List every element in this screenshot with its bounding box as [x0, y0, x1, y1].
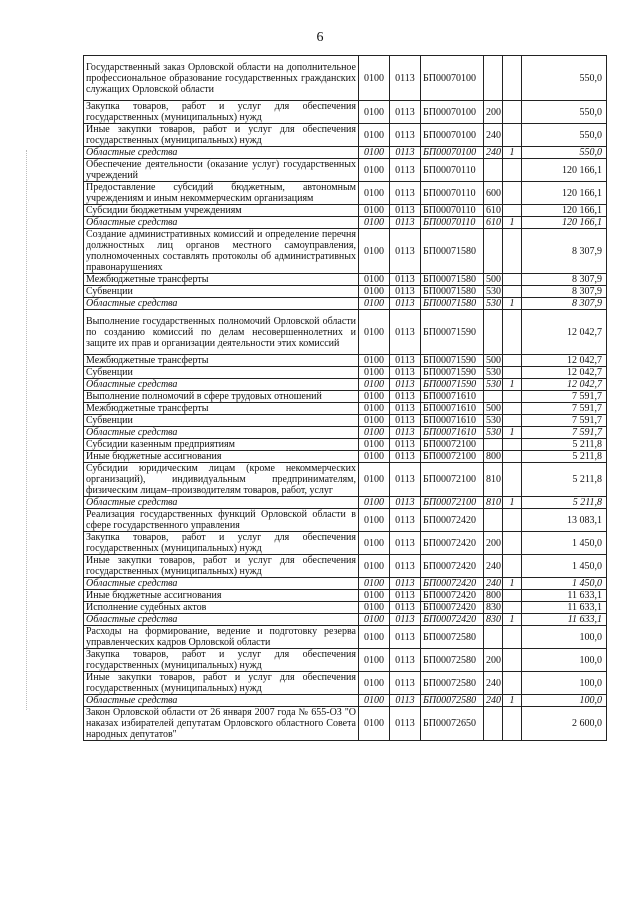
- funding-source-cell: [503, 56, 522, 101]
- target-code-cell: БП00071580: [421, 286, 484, 298]
- row-name-cell: Иные закупки товаров, работ и услуг для обеспечения государственных (муниципальных) нужд: [84, 124, 359, 147]
- section-cell: 0100: [359, 672, 390, 695]
- section-cell: 0100: [359, 707, 390, 741]
- subsection-cell: 0113: [390, 439, 421, 451]
- row-name-cell: Областные средства: [84, 497, 359, 509]
- section-cell: 0100: [359, 439, 390, 451]
- subsection-cell: 0113: [390, 310, 421, 355]
- section-cell: 0100: [359, 56, 390, 101]
- budget-table: [83, 55, 607, 741]
- table-row: [84, 463, 607, 497]
- target-code-cell: БП00072100: [421, 497, 484, 509]
- subsection-cell: 0113: [390, 355, 421, 367]
- row-name-cell: Субвенции: [84, 286, 359, 298]
- section-cell: 0100: [359, 497, 390, 509]
- row-name-cell: Субсидии казенным предприятиям: [84, 439, 359, 451]
- funding-source-cell: [503, 391, 522, 403]
- amount-cell: 12 042,7: [522, 379, 607, 391]
- expense-type-cell: 500: [484, 403, 503, 415]
- row-name-cell: Субвенции: [84, 367, 359, 379]
- row-name-cell: Областные средства: [84, 427, 359, 439]
- expense-type-cell: [484, 310, 503, 355]
- expense-type-cell: [484, 56, 503, 101]
- subsection-cell: 0113: [390, 415, 421, 427]
- section-cell: 0100: [359, 205, 390, 217]
- target-code-cell: БП00072420: [421, 555, 484, 578]
- row-name-cell: Закон Орловской области от 26 января 2007 года № 655-ОЗ "О наказах избирателей депутатам Орловского областного Совета народных депутатов": [84, 707, 359, 741]
- expense-type-cell: 240: [484, 555, 503, 578]
- amount-cell: 120 166,1: [522, 159, 607, 182]
- amount-cell: 550,0: [522, 56, 607, 101]
- table-row: [84, 672, 607, 695]
- amount-cell: 7 591,7: [522, 391, 607, 403]
- funding-source-cell: 1: [503, 695, 522, 707]
- expense-type-cell: 240: [484, 578, 503, 590]
- subsection-cell: 0113: [390, 205, 421, 217]
- funding-source-cell: [503, 159, 522, 182]
- funding-source-cell: 1: [503, 147, 522, 159]
- subsection-cell: 0113: [390, 707, 421, 741]
- expense-type-cell: 530: [484, 298, 503, 310]
- row-name-cell: Областные средства: [84, 695, 359, 707]
- subsection-cell: 0113: [390, 101, 421, 124]
- expense-type-cell: 610: [484, 217, 503, 229]
- row-name-cell: Иные закупки товаров, работ и услуг для обеспечения государственных (муниципальных) нужд: [84, 672, 359, 695]
- section-cell: 0100: [359, 147, 390, 159]
- table-row: [84, 578, 607, 590]
- target-code-cell: БП00072100: [421, 463, 484, 497]
- target-code-cell: БП00072580: [421, 649, 484, 672]
- funding-source-cell: [503, 229, 522, 274]
- amount-cell: 11 633,1: [522, 590, 607, 602]
- subsection-cell: 0113: [390, 147, 421, 159]
- table-row: [84, 229, 607, 274]
- amount-cell: 7 591,7: [522, 415, 607, 427]
- expense-type-cell: 810: [484, 497, 503, 509]
- table-row: [84, 403, 607, 415]
- row-name-cell: Субвенции: [84, 415, 359, 427]
- row-name-cell: Областные средства: [84, 614, 359, 626]
- expense-type-cell: 800: [484, 451, 503, 463]
- row-name-cell: Исполнение судебных актов: [84, 602, 359, 614]
- target-code-cell: БП00070110: [421, 217, 484, 229]
- amount-cell: 8 307,9: [522, 274, 607, 286]
- section-cell: 0100: [359, 415, 390, 427]
- binding-margin-line: [26, 150, 27, 710]
- expense-type-cell: 610: [484, 205, 503, 217]
- table-row: [84, 286, 607, 298]
- funding-source-cell: 1: [503, 614, 522, 626]
- subsection-cell: 0113: [390, 159, 421, 182]
- budget-table-container: [83, 55, 606, 741]
- expense-type-cell: 240: [484, 147, 503, 159]
- section-cell: 0100: [359, 403, 390, 415]
- expense-type-cell: 530: [484, 415, 503, 427]
- funding-source-cell: [503, 672, 522, 695]
- expense-type-cell: 530: [484, 427, 503, 439]
- funding-source-cell: [503, 182, 522, 205]
- expense-type-cell: [484, 439, 503, 451]
- row-name-cell: Государственный заказ Орловской области на дополнительное профессиональное образование государственных гражданских служащих Орловской области: [84, 56, 359, 101]
- subsection-cell: 0113: [390, 497, 421, 509]
- amount-cell: 550,0: [522, 124, 607, 147]
- table-row: [84, 182, 607, 205]
- page-number: 6: [316, 30, 324, 45]
- subsection-cell: 0113: [390, 614, 421, 626]
- section-cell: 0100: [359, 626, 390, 649]
- expense-type-cell: [484, 509, 503, 532]
- table-row: [84, 602, 607, 614]
- target-code-cell: БП00072580: [421, 695, 484, 707]
- table-row: [84, 147, 607, 159]
- row-name-cell: Областные средства: [84, 379, 359, 391]
- table-row: [84, 649, 607, 672]
- table-row: [84, 439, 607, 451]
- expense-type-cell: 800: [484, 590, 503, 602]
- row-name-cell: Реализация государственных функций Орловской области в сфере государственного управления: [84, 509, 359, 532]
- amount-cell: 550,0: [522, 101, 607, 124]
- amount-cell: 120 166,1: [522, 217, 607, 229]
- table-row: [84, 532, 607, 555]
- table-row: [84, 555, 607, 578]
- amount-cell: 5 211,8: [522, 497, 607, 509]
- row-name-cell: Иные бюджетные ассигнования: [84, 451, 359, 463]
- funding-source-cell: 1: [503, 578, 522, 590]
- subsection-cell: 0113: [390, 590, 421, 602]
- row-name-cell: Иные бюджетные ассигнования: [84, 590, 359, 602]
- section-cell: 0100: [359, 427, 390, 439]
- funding-source-cell: [503, 439, 522, 451]
- target-code-cell: БП00071580: [421, 298, 484, 310]
- funding-source-cell: [503, 649, 522, 672]
- section-cell: 0100: [359, 298, 390, 310]
- amount-cell: 5 211,8: [522, 451, 607, 463]
- expense-type-cell: 530: [484, 379, 503, 391]
- amount-cell: 13 083,1: [522, 509, 607, 532]
- table-row: [84, 310, 607, 355]
- funding-source-cell: [503, 124, 522, 147]
- funding-source-cell: [503, 274, 522, 286]
- amount-cell: 1 450,0: [522, 578, 607, 590]
- subsection-cell: 0113: [390, 391, 421, 403]
- section-cell: 0100: [359, 182, 390, 205]
- funding-source-cell: [503, 415, 522, 427]
- target-code-cell: БП00070100: [421, 147, 484, 159]
- funding-source-cell: 1: [503, 217, 522, 229]
- subsection-cell: 0113: [390, 555, 421, 578]
- section-cell: 0100: [359, 602, 390, 614]
- table-row: [84, 124, 607, 147]
- table-row: [84, 101, 607, 124]
- amount-cell: 120 166,1: [522, 205, 607, 217]
- expense-type-cell: 500: [484, 274, 503, 286]
- amount-cell: 1 450,0: [522, 532, 607, 555]
- section-cell: 0100: [359, 101, 390, 124]
- target-code-cell: БП00071610: [421, 391, 484, 403]
- row-name-cell: Закупка товаров, работ и услуг для обеспечения государственных (муниципальных) нужд: [84, 532, 359, 555]
- target-code-cell: БП00072650: [421, 707, 484, 741]
- amount-cell: 11 633,1: [522, 602, 607, 614]
- table-row: [84, 707, 607, 741]
- funding-source-cell: [503, 532, 522, 555]
- funding-source-cell: [503, 451, 522, 463]
- table-row: [84, 590, 607, 602]
- table-row: [84, 298, 607, 310]
- amount-cell: 5 211,8: [522, 439, 607, 451]
- section-cell: 0100: [359, 379, 390, 391]
- target-code-cell: БП00070110: [421, 182, 484, 205]
- subsection-cell: 0113: [390, 626, 421, 649]
- amount-cell: 100,0: [522, 649, 607, 672]
- expense-type-cell: 240: [484, 124, 503, 147]
- target-code-cell: БП00072420: [421, 590, 484, 602]
- amount-cell: 100,0: [522, 672, 607, 695]
- section-cell: 0100: [359, 463, 390, 497]
- target-code-cell: БП00071590: [421, 355, 484, 367]
- expense-type-cell: 830: [484, 602, 503, 614]
- subsection-cell: 0113: [390, 182, 421, 205]
- row-name-cell: Межбюджетные трансферты: [84, 274, 359, 286]
- amount-cell: 7 591,7: [522, 403, 607, 415]
- expense-type-cell: [484, 626, 503, 649]
- table-row: [84, 509, 607, 532]
- amount-cell: 11 633,1: [522, 614, 607, 626]
- amount-cell: 120 166,1: [522, 182, 607, 205]
- row-name-cell: Создание административных комиссий и определение перечня должностных лиц органов местного самоуправления, уполномоченных составлять протоколы об административных правонарушениях: [84, 229, 359, 274]
- target-code-cell: БП00072100: [421, 451, 484, 463]
- target-code-cell: БП00071610: [421, 415, 484, 427]
- expense-type-cell: [484, 707, 503, 741]
- subsection-cell: 0113: [390, 451, 421, 463]
- amount-cell: 5 211,8: [522, 463, 607, 497]
- expense-type-cell: 810: [484, 463, 503, 497]
- subsection-cell: 0113: [390, 649, 421, 672]
- subsection-cell: 0113: [390, 672, 421, 695]
- target-code-cell: БП00072420: [421, 614, 484, 626]
- target-code-cell: БП00071590: [421, 379, 484, 391]
- subsection-cell: 0113: [390, 403, 421, 415]
- table-row: [84, 159, 607, 182]
- table-row: [84, 614, 607, 626]
- row-name-cell: Областные средства: [84, 298, 359, 310]
- target-code-cell: БП00071580: [421, 274, 484, 286]
- funding-source-cell: [503, 355, 522, 367]
- target-code-cell: БП00070110: [421, 205, 484, 217]
- amount-cell: 550,0: [522, 147, 607, 159]
- funding-source-cell: [503, 403, 522, 415]
- table-row: [84, 217, 607, 229]
- section-cell: 0100: [359, 614, 390, 626]
- row-name-cell: Выполнение полномочий в сфере трудовых отношений: [84, 391, 359, 403]
- target-code-cell: БП00071610: [421, 403, 484, 415]
- table-row: [84, 427, 607, 439]
- section-cell: 0100: [359, 159, 390, 182]
- subsection-cell: 0113: [390, 274, 421, 286]
- funding-source-cell: 1: [503, 298, 522, 310]
- section-cell: 0100: [359, 555, 390, 578]
- funding-source-cell: [503, 555, 522, 578]
- funding-source-cell: [503, 626, 522, 649]
- table-row: [84, 56, 607, 101]
- target-code-cell: БП00070110: [421, 159, 484, 182]
- funding-source-cell: [503, 367, 522, 379]
- row-name-cell: Закупка товаров, работ и услуг для обеспечения государственных (муниципальных) нужд: [84, 649, 359, 672]
- expense-type-cell: 200: [484, 101, 503, 124]
- amount-cell: 100,0: [522, 626, 607, 649]
- expense-type-cell: [484, 229, 503, 274]
- row-name-cell: Областные средства: [84, 578, 359, 590]
- section-cell: 0100: [359, 451, 390, 463]
- amount-cell: 1 450,0: [522, 555, 607, 578]
- amount-cell: 12 042,7: [522, 355, 607, 367]
- subsection-cell: 0113: [390, 509, 421, 532]
- expense-type-cell: 500: [484, 355, 503, 367]
- target-code-cell: БП00070100: [421, 56, 484, 101]
- target-code-cell: БП00072420: [421, 578, 484, 590]
- section-cell: 0100: [359, 124, 390, 147]
- target-code-cell: БП00071610: [421, 427, 484, 439]
- funding-source-cell: [503, 707, 522, 741]
- expense-type-cell: [484, 391, 503, 403]
- row-name-cell: Предоставление субсидий бюджетным, автономным учреждениям и иным некоммерческим организациям: [84, 182, 359, 205]
- subsection-cell: 0113: [390, 298, 421, 310]
- row-name-cell: Расходы на формирование, ведение и подготовку резерва управленческих кадров Орловской области: [84, 626, 359, 649]
- table-row: [84, 274, 607, 286]
- funding-source-cell: 1: [503, 379, 522, 391]
- target-code-cell: БП00072580: [421, 672, 484, 695]
- row-name-cell: Обеспечение деятельности (оказание услуг) государственных учреждений: [84, 159, 359, 182]
- target-code-cell: БП00072420: [421, 602, 484, 614]
- amount-cell: 7 591,7: [522, 427, 607, 439]
- target-code-cell: БП00070100: [421, 124, 484, 147]
- target-code-cell: БП00071580: [421, 229, 484, 274]
- amount-cell: 12 042,7: [522, 367, 607, 379]
- row-name-cell: Иные закупки товаров, работ и услуг для обеспечения государственных (муниципальных) нужд: [84, 555, 359, 578]
- subsection-cell: 0113: [390, 229, 421, 274]
- expense-type-cell: 600: [484, 182, 503, 205]
- target-code-cell: БП00071590: [421, 310, 484, 355]
- funding-source-cell: [503, 590, 522, 602]
- expense-type-cell: 530: [484, 286, 503, 298]
- subsection-cell: 0113: [390, 463, 421, 497]
- section-cell: 0100: [359, 355, 390, 367]
- section-cell: 0100: [359, 532, 390, 555]
- target-code-cell: БП00070100: [421, 101, 484, 124]
- section-cell: 0100: [359, 391, 390, 403]
- section-cell: 0100: [359, 229, 390, 274]
- table-row: [84, 451, 607, 463]
- section-cell: 0100: [359, 286, 390, 298]
- target-code-cell: БП00071590: [421, 367, 484, 379]
- funding-source-cell: [503, 463, 522, 497]
- funding-source-cell: 1: [503, 427, 522, 439]
- subsection-cell: 0113: [390, 427, 421, 439]
- row-name-cell: Областные средства: [84, 147, 359, 159]
- funding-source-cell: [503, 509, 522, 532]
- funding-source-cell: 1: [503, 497, 522, 509]
- expense-type-cell: 240: [484, 672, 503, 695]
- section-cell: 0100: [359, 695, 390, 707]
- expense-type-cell: 830: [484, 614, 503, 626]
- section-cell: 0100: [359, 590, 390, 602]
- section-cell: 0100: [359, 509, 390, 532]
- funding-source-cell: [503, 602, 522, 614]
- funding-source-cell: [503, 205, 522, 217]
- expense-type-cell: 240: [484, 695, 503, 707]
- amount-cell: 8 307,9: [522, 298, 607, 310]
- section-cell: 0100: [359, 367, 390, 379]
- subsection-cell: 0113: [390, 217, 421, 229]
- expense-type-cell: 200: [484, 532, 503, 555]
- section-cell: 0100: [359, 217, 390, 229]
- table-row: [84, 626, 607, 649]
- funding-source-cell: [503, 101, 522, 124]
- table-row: [84, 379, 607, 391]
- subsection-cell: 0113: [390, 379, 421, 391]
- table-row: [84, 415, 607, 427]
- section-cell: 0100: [359, 274, 390, 286]
- subsection-cell: 0113: [390, 602, 421, 614]
- amount-cell: 8 307,9: [522, 229, 607, 274]
- subsection-cell: 0113: [390, 367, 421, 379]
- subsection-cell: 0113: [390, 56, 421, 101]
- table-row: [84, 355, 607, 367]
- target-code-cell: БП00072580: [421, 626, 484, 649]
- amount-cell: 8 307,9: [522, 286, 607, 298]
- row-name-cell: Межбюджетные трансферты: [84, 403, 359, 415]
- subsection-cell: 0113: [390, 532, 421, 555]
- subsection-cell: 0113: [390, 124, 421, 147]
- amount-cell: 100,0: [522, 695, 607, 707]
- table-row: [84, 205, 607, 217]
- expense-type-cell: [484, 159, 503, 182]
- row-name-cell: Областные средства: [84, 217, 359, 229]
- row-name-cell: Выполнение государственных полномочий Орловской области по созданию комиссий по делам несовершеннолетних и защите их прав и организации деятельности этих комиссий: [84, 310, 359, 355]
- funding-source-cell: [503, 310, 522, 355]
- expense-type-cell: 200: [484, 649, 503, 672]
- subsection-cell: 0113: [390, 578, 421, 590]
- row-name-cell: Субсидии бюджетным учреждениям: [84, 205, 359, 217]
- row-name-cell: Закупка товаров, работ и услуг для обеспечения государственных (муниципальных) нужд: [84, 101, 359, 124]
- target-code-cell: БП00072100: [421, 439, 484, 451]
- subsection-cell: 0113: [390, 695, 421, 707]
- budget-table-body: [84, 56, 607, 741]
- table-row: [84, 391, 607, 403]
- target-code-cell: БП00072420: [421, 532, 484, 555]
- amount-cell: 12 042,7: [522, 310, 607, 355]
- target-code-cell: БП00072420: [421, 509, 484, 532]
- table-row: [84, 695, 607, 707]
- row-name-cell: Субсидии юридическим лицам (кроме некоммерческих организаций), индивидуальным предпринимателям, физическим лицам–производителям товаров, работ, услуг: [84, 463, 359, 497]
- table-row: [84, 367, 607, 379]
- expense-type-cell: 530: [484, 367, 503, 379]
- section-cell: 0100: [359, 578, 390, 590]
- row-name-cell: Межбюджетные трансферты: [84, 355, 359, 367]
- funding-source-cell: [503, 286, 522, 298]
- section-cell: 0100: [359, 649, 390, 672]
- section-cell: 0100: [359, 310, 390, 355]
- amount-cell: 2 600,0: [522, 707, 607, 741]
- subsection-cell: 0113: [390, 286, 421, 298]
- table-row: [84, 497, 607, 509]
